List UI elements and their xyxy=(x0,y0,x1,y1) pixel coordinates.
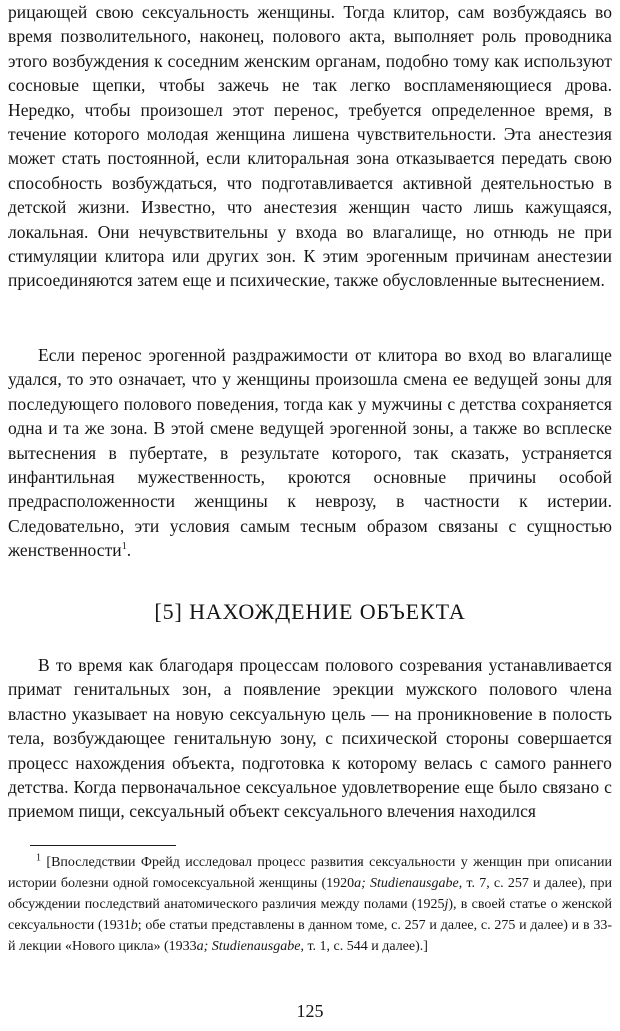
body-paragraph-2-end: . xyxy=(126,540,132,561)
footnote-divider xyxy=(30,845,176,846)
body-paragraph-1: рицающей свою сексуальность женщины. Тогда клитор, сам возбуждаясь во время позволительного, наконец, полового акта, выполняет роль проводника этого возбуждения к соседним женским органам, подобно тому как используют сосновые щепки, чтобы зажечь не так легко воспламеняющиеся дрова. Нередко, чтобы произошел этот перенос, требуется определенное время, в течение которого молодая женщина лишена чувствительности. Эта анестезия может стать постоянной, если клиторальная зона отказывается передать свою способность возбуждаться, что подготавливается активной деятельностью в детской жизни. Известно, что анестезия женщин часто лишь кажущаяся, локальная. Они нечувствительны у входа во влагалище, но отнюдь не при стимуляции клитора или других зон. К этим эрогенным причинам анестезии присоединяются затем еще и психические, также обусловленные вытеснением. xyxy=(8,2,612,291)
body-paragraph-2 xyxy=(8,343,612,563)
footnote-ref-3: b xyxy=(130,918,138,933)
footnote-text-2: , т. 7, с. 257 и далее), при обсуждении последствий анатомического различия между полами (1925 xyxy=(8,876,612,912)
footnote-text-5: , т. 1, с. 544 и далее).] xyxy=(300,939,428,954)
footnote-ref-2: j xyxy=(444,897,449,912)
footnote-ref-1: a; Studienausgabe xyxy=(354,876,459,891)
footnote-text-1: [Впоследствии Фрейд исследовал процесс развития сексуальности у женщин при описании истории болезни одной гомосексуальной женщины (1920 xyxy=(8,855,612,891)
footnote-text-3: ), в своей статье о женской сексуальности (1931 xyxy=(8,897,612,933)
footnote xyxy=(8,852,612,957)
page-number: 125 xyxy=(296,1001,324,1021)
footnote-reference-mark: 1 xyxy=(121,541,127,553)
footnote-ref-4: a; Studienausgabe xyxy=(196,939,301,954)
footnote-mark: 1 xyxy=(36,852,41,864)
footnote-text-4: ; обе статьи представлены в данном томе, с. 257 и далее, с. 275 и далее) и в 33-й лекции «Нового цикла» (1933 xyxy=(8,918,612,954)
body-paragraph-2-text: Если перенос эрогенной раздражимости от клитора во вход во влагалище удался, то это означает, что у женщины произошла смена ее ведущей зоны для последующего полового поведения, тогда как у мужчины с детства сохраняется одна и та же зона. В этой смене ведущей эрогенной зоны, а также во всплеске вытеснения в пубертате, в результате которого, так сказать, устраняется инфантильная мужественность, кроются основные причины особой предрасположенности женщины к неврозу, в частности к истерии. Следовательно, эти условия самым тесным образом связаны с сущностью женственности xyxy=(8,345,612,561)
section-heading: [5] НАХОЖДЕНИЕ ОБЪЕКТА xyxy=(154,599,466,624)
body-paragraph-3: В то время как благодаря процессам полового созревания устанавливается примат генитальных зон, а появление эрекции мужского полового члена властно указывает на новую сексуальную цель — на проникновение в полость тела, возбуждающее генитальную зону, с психической стороны совершается процесс нахождения объекта, подготовка к которому велась с самого раннего детства. Когда первоначальное сексуальное удовлетворение еще было связано с приемом пищи, сексуальный объект сексуального влечения находился xyxy=(8,655,612,822)
